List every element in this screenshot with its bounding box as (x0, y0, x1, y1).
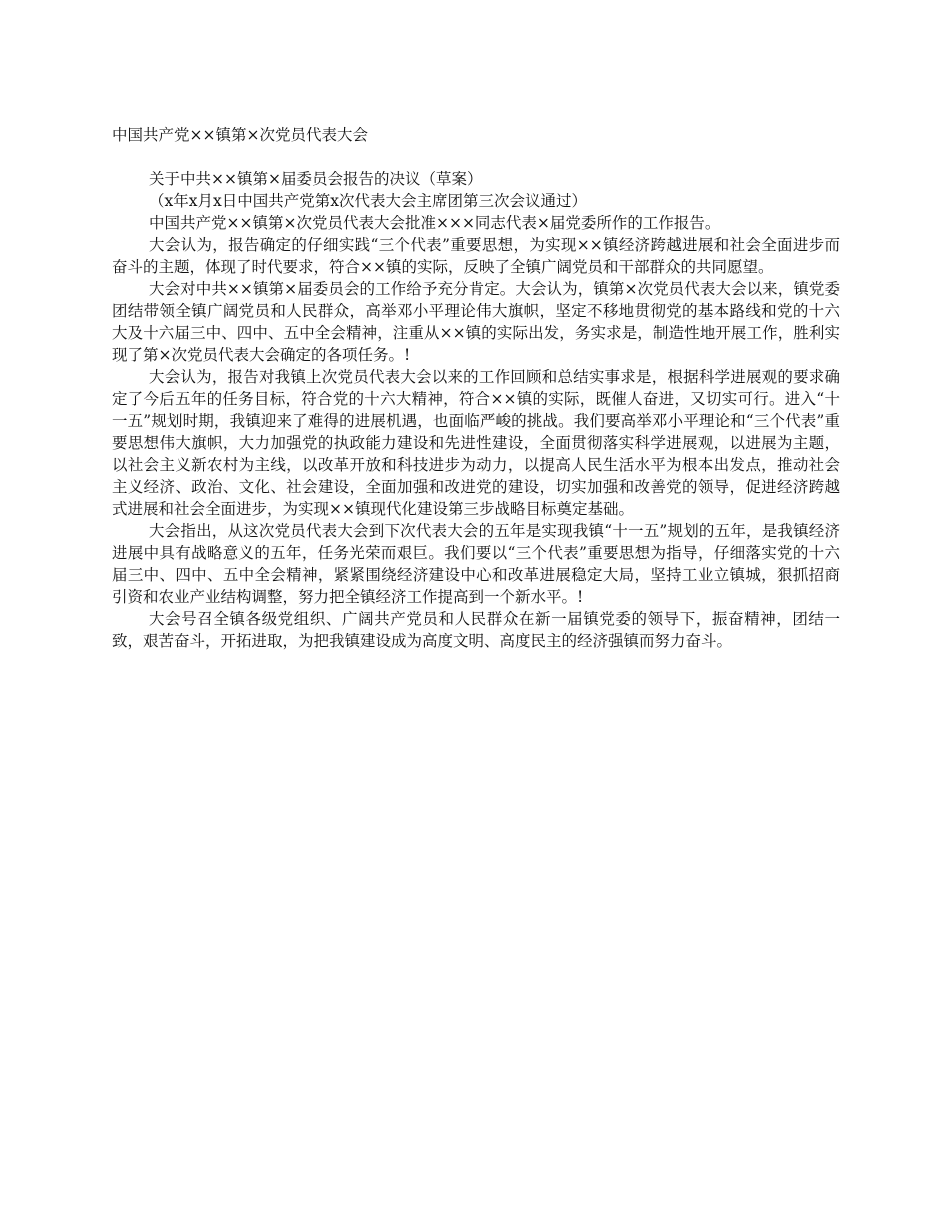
paragraph-3: 大会对中共××镇第×届委员会的工作给予充分肯定。大会认为，镇第×次党员代表大会以来，镇党委团结带领全镇广阔党员和人民群众，高举邓小平理论伟大旗帜，坚定不移地贯彻党的基本路线和党的十六大及十六届三中、四中、五中全会精神，注重从××镇的实际出发，务实求是，制造性地开展工作，胜利实现了第×次党员代表大会确定的各项任务。! (112, 280, 840, 364)
paragraph-5: 大会指出，从这次党员代表大会到下次代表大会的五年是实现我镇“十一五”规划的五年，是我镇经济进展中具有战略意义的五年，任务光荣而艰巨。我们要以“三个代表”重要思想为指导，仔细落实党的十六届三中、四中、五中全会精神，紧紧围绕经济建设中心和改革进展稳定大局，坚持工业立镇城，狠抓招商引资和农业产业结构调整，努力把全镇经济工作提高到一个新水平。! (112, 522, 840, 606)
paragraph-4: 大会认为，报告对我镇上次党员代表大会以来的工作回顾和总结实事求是，根据科学进展观的要求确定了今后五年的任务目标，符合党的十六大精神，符合××镇的实际，既催人奋进，又切实可行。进入“十一五”规划时期，我镇迎来了难得的进展机遇，也面临严峻的挑战。我们要高举邓小平理论和“三个代表”重要思想伟大旗帜，大力加强党的执政能力建设和先进性建设，全面贯彻落实科学进展观，以进展为主题，以社会主义新农村为主线，以改革开放和科技进步为动力，以提高人民生活水平为根本出发点，推动社会主义经济、政治、文化、社会建设，全面加强和改进党的建设，切实加强和改善党的领导，促进经济跨越式进展和社会全面进步，为实现××镇现代化建设第三步战略目标奠定基础。 (112, 368, 840, 518)
document-title: 中国共产党××镇第×次党员代表大会 (112, 126, 368, 144)
paragraph-2: 大会认为，报告确定的仔细实践“三个代表”重要思想，为实现××镇经济跨越进展和社会全面进步而奋斗的主题，体现了时代要求，符合××镇的实际，反映了全镇广阔党员和干部群众的共同愿望。 (112, 236, 840, 276)
document-page (112, 124, 840, 652)
approval-note: （x年x月x日中国共产党第x次代表大会主席团第三次会议通过） (149, 192, 587, 210)
document-subtitle: 关于中共××镇第×届委员会报告的决议（草案） (149, 170, 483, 188)
paragraph-1: 中国共产党××镇第×次党员代表大会批准×××同志代表×届党委所作的工作报告。 (149, 214, 721, 232)
paragraph-6: 大会号召全镇各级党组织、广阔共产党员和人民群众在新一届镇党委的领导下，振奋精神，团结一致，艰苦奋斗，开拓进取，为把我镇建设成为高度文明、高度民主的经济强镇而努力奋斗。 (112, 610, 840, 650)
